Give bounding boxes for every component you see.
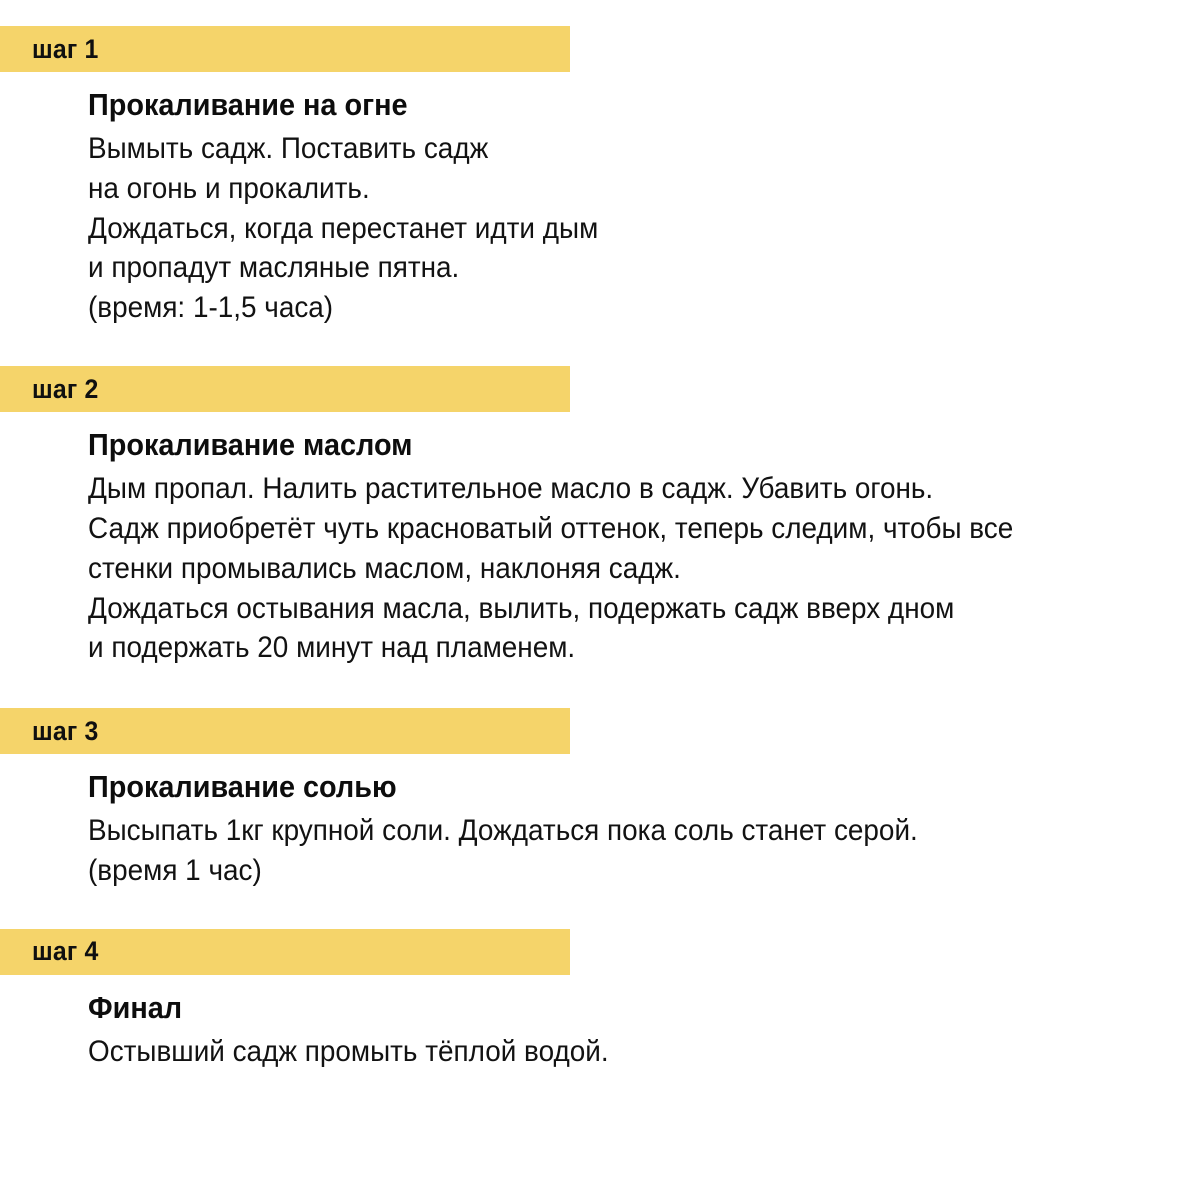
step-text-line: Остывший садж промыть тёплой водой. (88, 1034, 609, 1068)
step-text-line: на огонь и прокалить. (88, 171, 370, 205)
step-text-3 (88, 811, 1085, 891)
step-banner-4 (0, 929, 570, 975)
step-text-line: и подержать 20 минут над пламенем. (88, 631, 576, 665)
step-text-line: Дождаться остывания масла, вылить, подержать садж вверх дном (88, 591, 955, 625)
step-body-1 (0, 72, 1200, 328)
step-block-4 (0, 929, 1200, 1072)
step-banner-label-2: шаг 2 (32, 373, 99, 404)
step-banner-label-1: шаг 1 (32, 33, 99, 64)
step-banner-3 (0, 708, 570, 754)
step-text-line: Дым пропал. Налить растительное масло в садж. Убавить огонь. (88, 471, 934, 505)
spacer (0, 891, 1200, 929)
step-banner-label-3: шаг 3 (32, 715, 99, 746)
step-block-1 (0, 26, 1200, 328)
step-text-line: Вымыть садж. Поставить садж (88, 131, 489, 165)
step-block-3 (0, 708, 1200, 891)
step-text-1 (88, 129, 1085, 328)
step-title-3: Прокаливание солью (88, 769, 397, 805)
spacer (0, 328, 1200, 366)
step-banner-label-4: шаг 4 (32, 936, 99, 967)
step-banner-2 (0, 366, 570, 412)
step-text-line: стенки промывались маслом, наклоняя садж. (88, 551, 681, 585)
step-body-4 (0, 975, 1200, 1072)
spacer (0, 668, 1200, 708)
step-text-4 (88, 1032, 1085, 1072)
step-text-line: и пропадут масляные пятна. (88, 251, 460, 285)
step-banner-1 (0, 26, 570, 72)
step-text-line: Высыпать 1кг крупной соли. Дождаться пока соль станет серой. (88, 814, 918, 848)
step-text-line: Дождаться, когда перестанет идти дым (88, 211, 599, 245)
step-title-4: Финал (88, 989, 183, 1025)
step-title-1: Прокаливание на огне (88, 87, 408, 122)
step-text-line: (время: 1-1,5 часа) (88, 291, 334, 325)
step-text-2 (88, 469, 1085, 668)
step-body-3 (0, 754, 1200, 891)
step-body-2 (0, 412, 1200, 668)
step-text-line: Садж приобретёт чуть красноватый оттенок, теперь следим, чтобы все (88, 511, 1014, 545)
step-block-2 (0, 366, 1200, 668)
step-title-2: Прокаливание маслом (88, 427, 413, 463)
step-text-line: (время 1 час) (88, 853, 262, 887)
